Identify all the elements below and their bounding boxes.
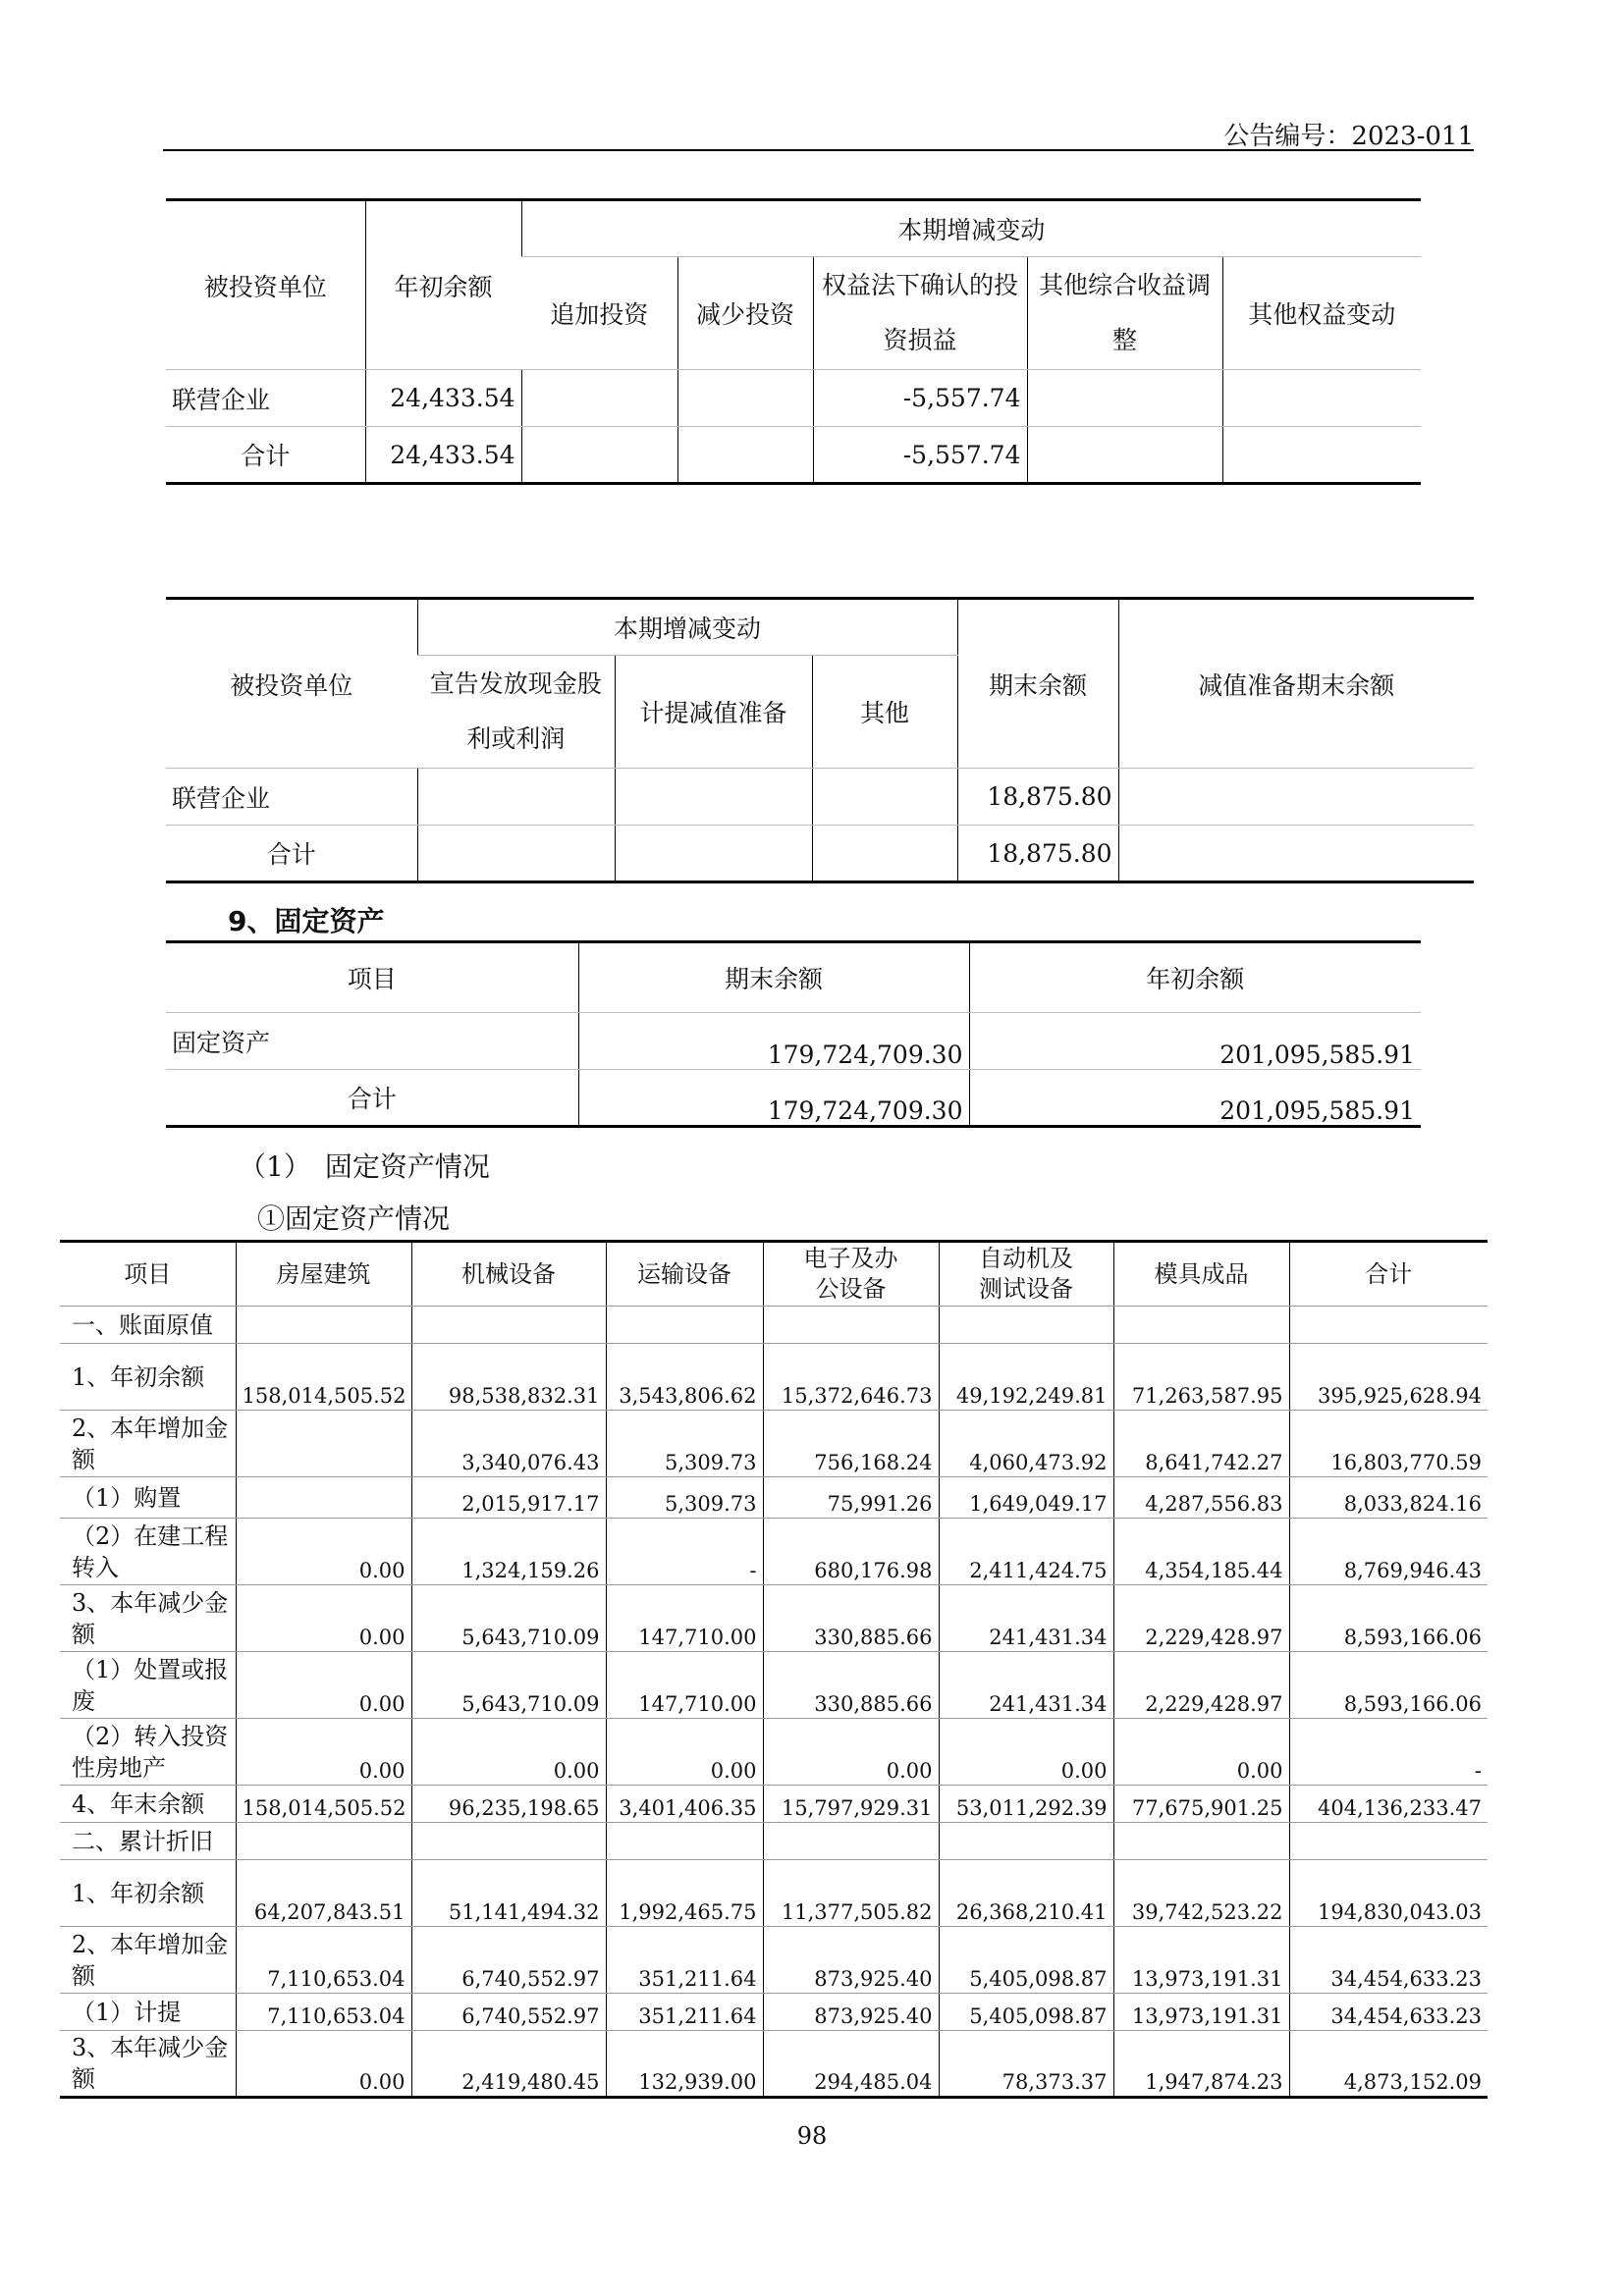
cell: 0.00 [1113, 1719, 1289, 1786]
table-row [60, 1519, 1488, 1585]
investment-change-table-2 [166, 597, 1474, 883]
cell: 18,875.80 [957, 769, 1118, 826]
section-title: 9、固定资产 [228, 905, 385, 937]
table-row [60, 1307, 1488, 1344]
row-label: 3、本年减少金额 [60, 1585, 236, 1652]
t2-col-impair: 减值准备期末余额 [1118, 599, 1474, 769]
cell [763, 1823, 939, 1860]
cell: 2,229,428.97 [1113, 1652, 1289, 1719]
cell: 330,885.66 [763, 1652, 939, 1719]
cell [812, 826, 957, 882]
cell: 75,991.26 [763, 1477, 939, 1519]
cell: 15,797,929.31 [763, 1786, 939, 1823]
cell: 179,724,709.30 [578, 1070, 969, 1127]
cell: 0.00 [236, 1585, 411, 1652]
cell [1113, 1823, 1289, 1860]
cell: 2,229,428.97 [1113, 1585, 1289, 1652]
t4-col: 合计 [1289, 1242, 1488, 1307]
table-row [166, 826, 1474, 882]
cell: 395,925,628.94 [1289, 1344, 1488, 1411]
row-label: 2、本年增加金额 [60, 1927, 236, 1994]
cell: 351,211.64 [606, 1994, 763, 2031]
cell: 0.00 [939, 1719, 1113, 1786]
row-label: 2、本年增加金额 [60, 1411, 236, 1477]
cell: 24,433.54 [365, 427, 521, 484]
cell: 201,095,585.91 [969, 1013, 1421, 1070]
cell [1118, 769, 1474, 826]
cell [417, 826, 615, 882]
row-label: （2）在建工程转入 [60, 1519, 236, 1585]
cell: 1,992,465.75 [606, 1860, 763, 1927]
t3-col-close: 期末余额 [578, 942, 969, 1013]
cell: 5,643,710.09 [411, 1585, 606, 1652]
cell: 39,742,523.22 [1113, 1860, 1289, 1927]
cell: 158,014,505.52 [236, 1344, 411, 1411]
t4-col-item: 项目 [60, 1242, 236, 1307]
cell: 6,740,552.97 [411, 1927, 606, 1994]
cell [1222, 427, 1421, 484]
cell: -5,557.74 [813, 370, 1027, 427]
row-label: 4、年末余额 [60, 1786, 236, 1823]
cell: 241,431.34 [939, 1585, 1113, 1652]
row-label: 合计 [166, 427, 365, 484]
t1-col-investee: 被投资单位 [166, 200, 365, 370]
cell: 6,740,552.97 [411, 1994, 606, 2031]
t4-col: 自动机及测试设备 [939, 1242, 1113, 1307]
cell: 34,454,633.23 [1289, 1994, 1488, 2031]
table-row [60, 1477, 1488, 1519]
cell [236, 1823, 411, 1860]
cell: 194,830,043.03 [1289, 1860, 1488, 1927]
t2-col-investee: 被投资单位 [166, 599, 417, 769]
cell: 4,060,473.92 [939, 1411, 1113, 1477]
cell [1118, 826, 1474, 882]
cell: 2,015,917.17 [411, 1477, 606, 1519]
cell [812, 769, 957, 826]
page-number: 98 [796, 2122, 828, 2150]
table-row [166, 769, 1474, 826]
investment-change-table-1 [166, 198, 1421, 485]
cell: 873,925.40 [763, 1994, 939, 2031]
cell: 26,368,210.41 [939, 1860, 1113, 1927]
t1-col-open: 年初余额 [365, 200, 521, 370]
cell: - [1289, 1719, 1488, 1786]
cell: 98,538,832.31 [411, 1344, 606, 1411]
cell: 4,287,556.83 [1113, 1477, 1289, 1519]
table-row [60, 1823, 1488, 1860]
cell: 179,724,709.30 [578, 1013, 969, 1070]
cell: 3,340,076.43 [411, 1411, 606, 1477]
cell: 0.00 [606, 1719, 763, 1786]
t2-group-header: 本期增减变动 [417, 599, 957, 656]
row-label: （2）转入投资性房地产 [60, 1719, 236, 1786]
cell: 0.00 [236, 1719, 411, 1786]
cell: 2,411,424.75 [939, 1519, 1113, 1585]
cell: 24,433.54 [365, 370, 521, 427]
cell: 51,141,494.32 [411, 1860, 606, 1927]
cell [606, 1823, 763, 1860]
cell: 201,095,585.91 [969, 1070, 1421, 1127]
cell: 8,641,742.27 [1113, 1411, 1289, 1477]
cell: 294,485.04 [763, 2031, 939, 2098]
cell [236, 1477, 411, 1519]
cell: 8,033,824.16 [1289, 1477, 1488, 1519]
table-row [60, 1927, 1488, 1994]
cell [615, 826, 812, 882]
cell: 1,324,159.26 [411, 1519, 606, 1585]
t1-group-header: 本期增减变动 [521, 200, 1421, 257]
cell: 96,235,198.65 [411, 1786, 606, 1823]
table-row [166, 427, 1421, 484]
table-row [60, 1860, 1488, 1927]
cell: - [606, 1519, 763, 1585]
row-label: （1）处置或报废 [60, 1652, 236, 1719]
subsection-title: （1） 固定资产情况 [239, 1150, 490, 1183]
cell: 3,543,806.62 [606, 1344, 763, 1411]
t1-col: 其他综合收益调整 [1027, 257, 1222, 370]
cell: 147,710.00 [606, 1585, 763, 1652]
row-label: （1）计提 [60, 1994, 236, 2031]
table-row [60, 1411, 1488, 1477]
t4-col: 运输设备 [606, 1242, 763, 1307]
cell: 0.00 [236, 1652, 411, 1719]
cell: 34,454,633.23 [1289, 1927, 1488, 1994]
notice-number: 公告编号：2023-011 [1223, 122, 1474, 151]
row-label: 合计 [166, 826, 417, 882]
cell: 5,309.73 [606, 1477, 763, 1519]
table-row [60, 1652, 1488, 1719]
row-label: 固定资产 [166, 1013, 578, 1070]
t2-col: 宣告发放现金股利或利润 [417, 656, 615, 769]
cell: 1,947,874.23 [1113, 2031, 1289, 2098]
row-label: 1、年初余额 [60, 1344, 236, 1411]
cell: 756,168.24 [763, 1411, 939, 1477]
table-row [60, 1585, 1488, 1652]
row-label: （1）购置 [60, 1477, 236, 1519]
cell [521, 370, 677, 427]
t4-col: 机械设备 [411, 1242, 606, 1307]
cell: 132,939.00 [606, 2031, 763, 2098]
table-row [60, 1786, 1488, 1823]
cell: 5,405,098.87 [939, 1927, 1113, 1994]
cell: 78,373.37 [939, 2031, 1113, 2098]
table-row [60, 1344, 1488, 1411]
cell [1027, 370, 1222, 427]
cell: 8,769,946.43 [1289, 1519, 1488, 1585]
t4-col: 电子及办公设备 [763, 1242, 939, 1307]
cell: 18,875.80 [957, 826, 1118, 882]
cell: 404,136,233.47 [1289, 1786, 1488, 1823]
cell: 15,372,646.73 [763, 1344, 939, 1411]
cell: 4,354,185.44 [1113, 1519, 1289, 1585]
cell [939, 1307, 1113, 1344]
cell: 13,973,191.31 [1113, 1994, 1289, 2031]
t2-col: 计提减值准备 [615, 656, 812, 769]
row-label: 1、年初余额 [60, 1860, 236, 1927]
cell [677, 427, 813, 484]
cell: 5,309.73 [606, 1411, 763, 1477]
t1-col: 权益法下确认的投资损益 [813, 257, 1027, 370]
cell: 77,675,901.25 [1113, 1786, 1289, 1823]
cell: 7,110,653.04 [236, 1994, 411, 2031]
row-label: 合计 [166, 1070, 578, 1127]
table-row [166, 370, 1421, 427]
cell [1289, 1823, 1488, 1860]
t1-col: 其他权益变动 [1222, 257, 1421, 370]
cell: -5,557.74 [813, 427, 1027, 484]
cell: 5,643,710.09 [411, 1652, 606, 1719]
subsection-subtitle: ①固定资产情况 [257, 1202, 451, 1235]
cell: 2,419,480.45 [411, 2031, 606, 2098]
table-row [60, 1994, 1488, 2031]
cell [236, 1411, 411, 1477]
cell: 13,973,191.31 [1113, 1927, 1289, 1994]
cell: 5,405,098.87 [939, 1994, 1113, 2031]
row-label: 联营企业 [166, 769, 417, 826]
fixed-assets-summary-table [166, 940, 1421, 1128]
cell: 8,593,166.06 [1289, 1652, 1488, 1719]
cell [763, 1307, 939, 1344]
cell: 147,710.00 [606, 1652, 763, 1719]
cell: 71,263,587.95 [1113, 1344, 1289, 1411]
cell: 0.00 [411, 1719, 606, 1786]
cell: 16,803,770.59 [1289, 1411, 1488, 1477]
cell [606, 1307, 763, 1344]
t2-col-close: 期末余额 [957, 599, 1118, 769]
cell: 7,110,653.04 [236, 1927, 411, 1994]
cell: 351,211.64 [606, 1927, 763, 1994]
cell [411, 1823, 606, 1860]
cell [417, 769, 615, 826]
header-rule [163, 149, 1474, 151]
cell [411, 1307, 606, 1344]
row-label: 一、账面原值 [60, 1307, 236, 1344]
cell [939, 1823, 1113, 1860]
cell [1027, 427, 1222, 484]
cell [236, 1307, 411, 1344]
t4-col: 模具成品 [1113, 1242, 1289, 1307]
t4-col: 房屋建筑 [236, 1242, 411, 1307]
t1-col: 减少投资 [677, 257, 813, 370]
table-row [60, 1719, 1488, 1786]
cell: 53,011,292.39 [939, 1786, 1113, 1823]
table-row [60, 2031, 1488, 2098]
row-label: 联营企业 [166, 370, 365, 427]
cell: 158,014,505.52 [236, 1786, 411, 1823]
t1-col: 追加投资 [521, 257, 677, 370]
cell: 0.00 [236, 2031, 411, 2098]
cell: 4,873,152.09 [1289, 2031, 1488, 2098]
t3-col-item: 项目 [166, 942, 578, 1013]
cell: 64,207,843.51 [236, 1860, 411, 1927]
row-label: 二、累计折旧 [60, 1823, 236, 1860]
cell: 49,192,249.81 [939, 1344, 1113, 1411]
cell: 241,431.34 [939, 1652, 1113, 1719]
cell: 873,925.40 [763, 1927, 939, 1994]
cell: 8,593,166.06 [1289, 1585, 1488, 1652]
cell [615, 769, 812, 826]
row-label: 3、本年减少金额 [60, 2031, 236, 2098]
t3-col-open: 年初余额 [969, 942, 1421, 1013]
cell: 3,401,406.35 [606, 1786, 763, 1823]
cell [1289, 1307, 1488, 1344]
table-row [166, 1013, 1421, 1070]
cell [677, 370, 813, 427]
cell [1113, 1307, 1289, 1344]
t2-col: 其他 [812, 656, 957, 769]
cell: 330,885.66 [763, 1585, 939, 1652]
table-row [166, 1070, 1421, 1127]
fixed-assets-detail-table [60, 1240, 1488, 2099]
cell [521, 427, 677, 484]
cell: 11,377,505.82 [763, 1860, 939, 1927]
cell [1222, 370, 1421, 427]
cell: 1,649,049.17 [939, 1477, 1113, 1519]
cell: 0.00 [236, 1519, 411, 1585]
cell: 680,176.98 [763, 1519, 939, 1585]
cell: 0.00 [763, 1719, 939, 1786]
